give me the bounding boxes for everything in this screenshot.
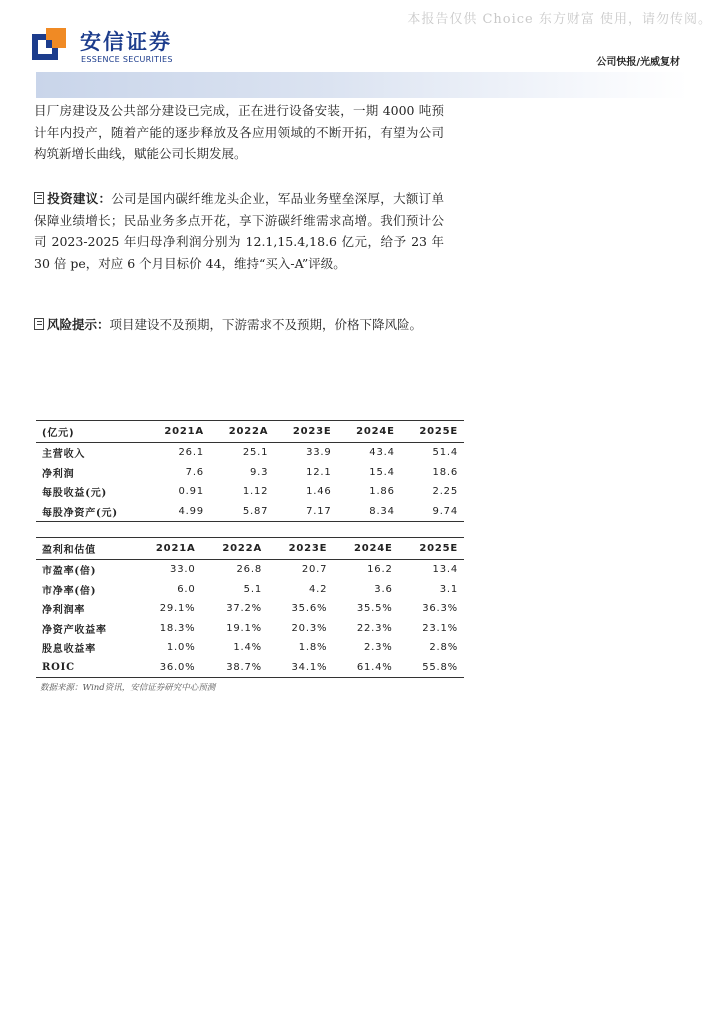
table-cell: 3.1 — [439, 583, 458, 595]
row-label: ROIC — [36, 658, 135, 678]
table-cell: 1.4% — [233, 642, 262, 654]
table-cell: 22.3% — [356, 622, 393, 634]
row-label: 净资产收益率 — [42, 624, 107, 636]
table-cell: 26.8 — [236, 564, 262, 576]
row-label: 净利润 — [42, 468, 75, 480]
table-cell: 29.1% — [159, 603, 196, 615]
table-cell: 6.0 — [177, 583, 196, 595]
table-cell: 25.1 — [242, 447, 269, 459]
table-cell: 38.7% — [202, 658, 268, 678]
table-row — [36, 599, 464, 619]
header-cell: 2022A — [210, 421, 274, 443]
table-cell: 1.12 — [242, 486, 269, 498]
table-cell: 13.4 — [432, 564, 458, 576]
table-cell: 36.3% — [422, 603, 458, 615]
table-cell: 2.25 — [432, 486, 458, 498]
valuation-table — [36, 537, 464, 678]
header-cell: 2021A — [135, 538, 201, 560]
table-cell: 2.8% — [429, 642, 458, 654]
financial-summary-table — [36, 420, 464, 522]
table-cell: 18.3% — [159, 622, 196, 634]
header-cell: 2023E — [274, 421, 337, 443]
table-cell: 33.0 — [170, 564, 196, 576]
table-row — [36, 482, 464, 502]
row-label: 每股净资产(元) — [36, 502, 146, 522]
bullet-icon — [34, 192, 44, 204]
table-cell: 37.2% — [226, 603, 262, 615]
paragraph-risk — [34, 314, 444, 336]
header-cell: 2021A — [146, 421, 210, 443]
table-cell: 1.8% — [298, 642, 328, 654]
table-cell: 43.4 — [369, 447, 395, 459]
paragraph-body: 公司是国内碳纤维龙头企业，军品业务壁垒深厚，大额订单保障业绩增长；民品业务多点开花，享下游碳纤维需求高增。我们预计公司 2023-2025 年归母净利润分别为 12.1,15.4,18.6 亿元，给予 23 年 30 倍 pe，对应 6 个月目标价 44，维持“买入-A”评级。 — [34, 191, 444, 271]
header-cell: 盈利和估值 — [36, 538, 135, 560]
table-cell: 4.99 — [146, 502, 210, 522]
table-header-row — [36, 538, 464, 560]
table-cell: 5.87 — [210, 502, 274, 522]
paragraph-lead: 风险提示： — [47, 317, 110, 332]
table-cell: 55.8% — [399, 658, 464, 678]
row-label: 市盈率(倍) — [42, 566, 97, 578]
header-cell: 2024E — [333, 538, 398, 560]
table-cell: 36.0% — [135, 658, 201, 678]
section-tag: 公司快报/光威复材 — [596, 57, 680, 68]
bullet-icon — [34, 318, 44, 330]
logo-chinese-name: 安信证券 — [80, 30, 172, 54]
table-cell: 23.1% — [422, 622, 458, 634]
table-cell: 1.86 — [369, 486, 395, 498]
table-header-row — [36, 421, 464, 443]
table-row — [36, 560, 464, 580]
data-source-note: 数据来源：Wind资讯，安信证券研究中心预测 — [40, 683, 216, 693]
table-row — [36, 443, 464, 463]
table-row — [36, 658, 464, 678]
header-cell: 2025E — [401, 421, 464, 443]
table-row — [36, 463, 464, 483]
table-cell: 20.3% — [291, 622, 328, 634]
table-cell: 1.0% — [166, 642, 196, 654]
header-cell: 2022A — [202, 538, 268, 560]
table-cell: 35.6% — [291, 603, 328, 615]
header-cell: 2023E — [268, 538, 333, 560]
row-label: 主营收入 — [42, 449, 86, 461]
header-cell: 2025E — [399, 538, 464, 560]
header-cell: (亿元) — [36, 421, 146, 443]
paragraph-lead: 投资建议： — [47, 191, 112, 206]
table-cell: 5.1 — [243, 583, 262, 595]
table-cell: 33.9 — [306, 447, 332, 459]
table-cell: 7.17 — [274, 502, 337, 522]
table-cell: 35.5% — [356, 603, 393, 615]
table-row — [36, 502, 464, 522]
watermark: 本报告仅供 Choice 东方财富 使用，请勿传阅。 — [407, 12, 712, 27]
table-cell: 9.74 — [401, 502, 464, 522]
row-label: 每股收益(元) — [42, 488, 108, 500]
table-row — [36, 619, 464, 639]
table-cell: 3.6 — [374, 583, 393, 595]
paragraph-body: 项目建设不及预期，下游需求不及预期，价格下降风险。 — [109, 317, 423, 332]
table-cell: 7.6 — [185, 466, 204, 478]
header-cell: 2024E — [338, 421, 401, 443]
table-cell: 61.4% — [333, 658, 398, 678]
table-cell: 16.2 — [367, 564, 393, 576]
logo-mark-icon — [32, 26, 72, 66]
row-label: 股息收益率 — [42, 644, 96, 656]
table-cell: 8.34 — [338, 502, 401, 522]
paragraph-investment-advice — [34, 188, 444, 274]
header-band — [36, 72, 688, 98]
table-cell: 20.7 — [301, 564, 328, 576]
paragraph-progress: 目厂房建设及公共部分建设已完成，正在进行设备安装，一期 4000 吨预计年内投产，随着产能的逐步释放及各应用领域的不断开拓，有望为公司构筑新增长曲线，赋能公司长期发展。 — [34, 103, 444, 161]
table-cell: 51.4 — [432, 447, 458, 459]
table-row — [36, 580, 464, 600]
table-row — [36, 638, 464, 658]
table-cell: 2.3% — [364, 642, 393, 654]
table-cell: 34.1% — [268, 658, 333, 678]
table-cell: 26.1 — [178, 447, 204, 459]
table-cell: 18.6 — [432, 466, 458, 478]
table-cell: 15.4 — [369, 466, 395, 478]
row-label: 净利润率 — [42, 605, 86, 617]
logo-english-name: ESSENCE SECURITIES — [81, 55, 173, 64]
company-logo — [32, 24, 192, 68]
table-cell: 0.91 — [178, 486, 204, 498]
table-cell: 4.2 — [308, 583, 328, 595]
row-label: 市净率(倍) — [42, 585, 97, 597]
table-cell: 1.46 — [306, 486, 332, 498]
table-cell: 12.1 — [306, 466, 332, 478]
table-cell: 19.1% — [226, 622, 262, 634]
table-cell: 9.3 — [250, 466, 269, 478]
